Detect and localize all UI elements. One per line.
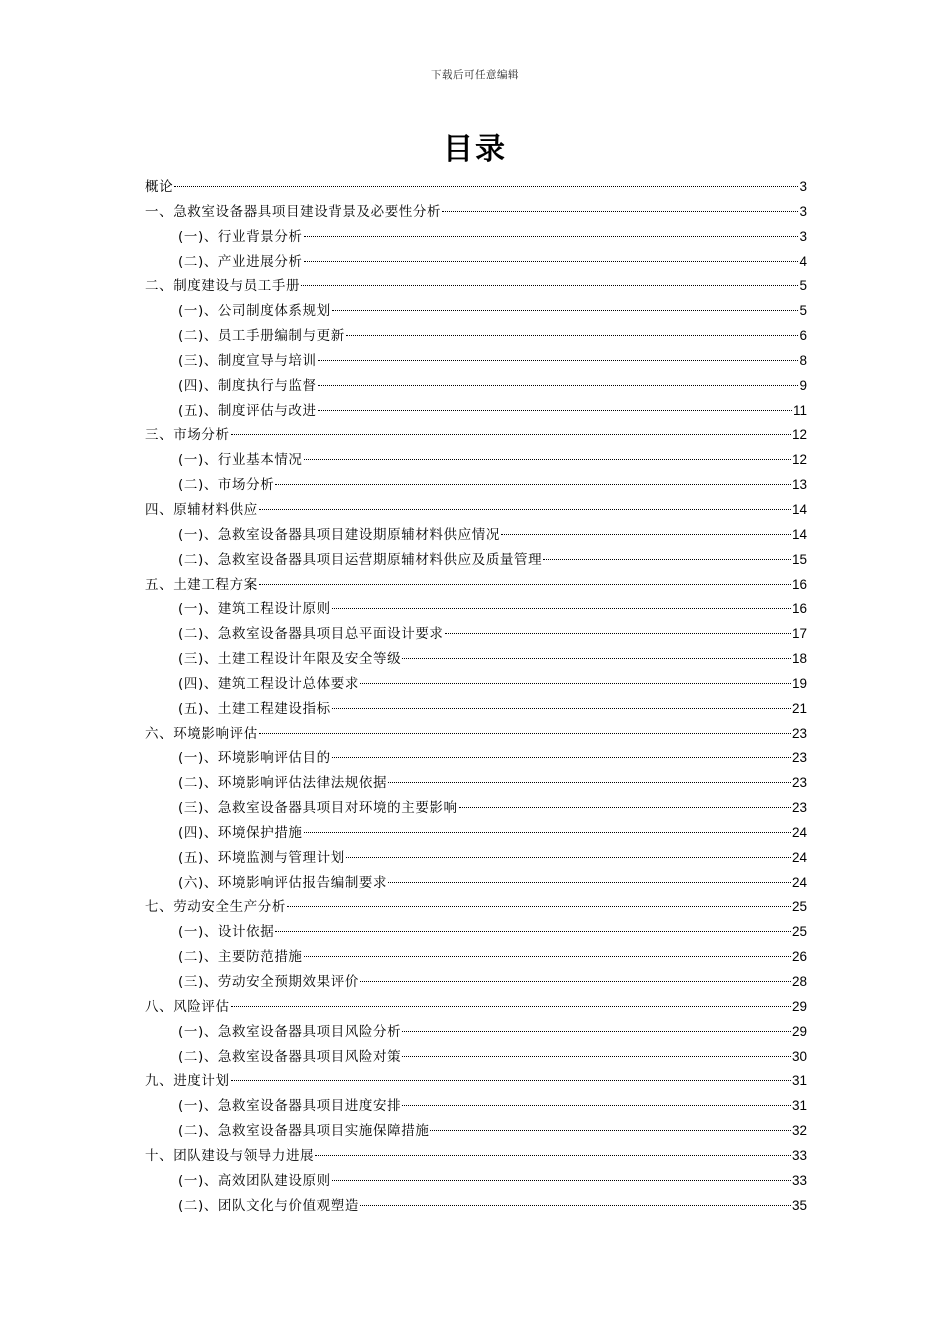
toc-page-number: 30: [791, 1048, 807, 1064]
toc-page-number: 23: [791, 725, 807, 741]
toc-dot-leader: [360, 1205, 791, 1206]
toc-dot-leader: [388, 782, 791, 783]
toc-dot-leader: [402, 658, 791, 659]
toc-entry-text: (一)、急救室设备器具项目进度安排: [178, 1098, 402, 1115]
toc-dot-leader: [402, 1105, 791, 1106]
toc-dot-leader: [332, 757, 791, 758]
toc-dot-leader: [402, 1056, 791, 1057]
toc-page-number: 31: [791, 1073, 807, 1089]
toc-dot-leader: [445, 633, 791, 634]
toc-entry-text: 七、劳动安全生产分析: [145, 899, 286, 916]
toc-dot-leader: [287, 906, 791, 907]
toc-dot-leader: [304, 236, 799, 237]
toc-dot-leader: [360, 981, 791, 982]
toc-entry-text: (四)、制度执行与监督: [178, 377, 317, 394]
toc-entry-text: (一)、高效团队建设原则: [178, 1172, 331, 1189]
toc-subsection-entry[interactable]: [145, 1194, 807, 1219]
toc-page-number: 29: [791, 1023, 807, 1039]
toc-subsection-entry[interactable]: [145, 299, 807, 324]
toc-subsection-entry[interactable]: [145, 597, 807, 622]
toc-subsection-entry[interactable]: [145, 1020, 807, 1045]
toc-subsection-entry[interactable]: [145, 647, 807, 672]
toc-page-number: 23: [791, 775, 807, 791]
toc-entry-text: (二)、急救室设备器具项目实施保障措施: [178, 1123, 430, 1140]
toc-entry-text: (二)、急救室设备器具项目总平面设计要求: [178, 626, 444, 643]
toc-title: 目录: [443, 132, 507, 167]
toc-page-number: 4: [799, 253, 807, 269]
toc-section-entry[interactable]: [145, 722, 807, 747]
toc-subsection-entry[interactable]: [145, 920, 807, 945]
toc-entry-text: 三、市场分析: [145, 427, 230, 444]
toc-page-number: 23: [791, 800, 807, 816]
toc-page-number: 21: [791, 700, 807, 716]
toc-dot-leader: [332, 1180, 791, 1181]
toc-section-entry[interactable]: [145, 573, 807, 598]
toc-entry-text: (一)、设计依据: [178, 924, 275, 941]
toc-page-number: 8: [799, 352, 807, 368]
toc-page-number: 28: [791, 974, 807, 989]
toc-dot-leader: [501, 534, 791, 535]
toc-entry-text: (一)、急救室设备器具项目风险分析: [178, 1023, 402, 1040]
toc-page-number: 32: [791, 1123, 807, 1139]
toc-section-entry[interactable]: [145, 1144, 807, 1169]
toc-subsection-entry[interactable]: [145, 548, 807, 573]
toc-page-number: 35: [791, 1197, 807, 1213]
toc-page-number: 5: [799, 303, 807, 319]
toc-page-number: 25: [791, 899, 807, 915]
toc-page-number: 24: [791, 824, 807, 840]
toc-subsection-entry[interactable]: [145, 523, 807, 548]
toc-page-number: 33: [791, 1147, 807, 1163]
toc-dot-leader: [259, 509, 791, 510]
toc-entry-text: (三)、劳动安全预期效果评价: [178, 974, 359, 990]
toc-entry-text: 五、土建工程方案: [145, 576, 258, 593]
toc-subsection-entry[interactable]: [145, 871, 807, 896]
toc-dot-leader: [388, 882, 791, 883]
toc-page-number: 9: [799, 377, 807, 393]
toc-entry-text: (二)、产业进展分析: [178, 253, 303, 270]
toc-page-number: 31: [791, 1098, 807, 1114]
toc-dot-leader: [275, 931, 791, 932]
toc-page-number: 24: [791, 874, 807, 890]
toc-entry-text: (二)、急救室设备器具项目运营期原辅材料供应及质量管理: [178, 551, 543, 568]
toc-subsection-entry[interactable]: [145, 399, 807, 424]
toc-subsection-entry[interactable]: [145, 473, 807, 498]
toc-entry-text: (五)、制度评估与改进: [178, 402, 317, 419]
toc-section-entry[interactable]: [145, 200, 807, 225]
toc-page-number: 25: [791, 924, 807, 940]
toc-page-number: 19: [791, 675, 807, 691]
toc-dot-leader: [332, 708, 791, 709]
toc-page-number: 3: [799, 228, 807, 244]
toc-dot-leader: [275, 484, 791, 485]
toc-entry-text: (二)、环境影响评估法律法规依据: [178, 775, 388, 792]
toc-subsection-entry[interactable]: [145, 821, 807, 846]
toc-entry-text: 概论: [145, 179, 174, 195]
toc-dot-leader: [301, 285, 798, 286]
toc-dot-leader: [304, 459, 791, 460]
toc-dot-leader: [231, 434, 791, 435]
header-note: 下载后可任意编辑: [431, 69, 519, 81]
toc-page-number: 18: [791, 651, 807, 667]
toc-entry-text: 四、原辅材料供应: [145, 501, 258, 518]
toc-subsection-entry[interactable]: [145, 771, 807, 796]
toc-section-entry[interactable]: [145, 895, 807, 920]
toc-page-number: 11: [792, 402, 807, 418]
toc-entry-text: (二)、主要防范措施: [178, 949, 303, 966]
toc-subsection-entry[interactable]: [145, 697, 807, 722]
toc-entry-text: 九、进度计划: [145, 1073, 230, 1090]
toc-subsection-entry[interactable]: [145, 945, 807, 970]
toc-entry-text: (二)、市场分析: [178, 477, 275, 494]
toc-subsection-entry[interactable]: [145, 970, 807, 995]
toc-page-number: 14: [791, 526, 807, 542]
toc-section-entry[interactable]: [145, 1069, 807, 1094]
toc-dot-leader: [318, 360, 799, 361]
toc-subsection-entry[interactable]: [145, 1169, 807, 1194]
toc-entry-text: (一)、建筑工程设计原则: [178, 601, 331, 618]
toc-dot-leader: [332, 608, 791, 609]
toc-section-entry[interactable]: [145, 274, 807, 299]
toc-entry-text: (三)、急救室设备器具项目对环境的主要影响: [178, 800, 458, 817]
toc-dot-leader: [304, 261, 799, 262]
toc-section-entry[interactable]: [145, 995, 807, 1020]
toc-subsection-entry[interactable]: [145, 250, 807, 275]
toc-entry-text: (二)、团队文化与价值观塑造: [178, 1197, 359, 1214]
toc-page-number: 3: [799, 203, 807, 219]
toc-subsection-entry[interactable]: [145, 672, 807, 697]
toc-page-number: 26: [791, 949, 807, 965]
toc-page-number: 29: [791, 998, 807, 1014]
toc-page-number: 6: [799, 328, 807, 344]
toc-dot-leader: [332, 310, 799, 311]
toc-page-number: 12: [791, 427, 807, 443]
toc-dot-leader: [318, 410, 792, 411]
toc-entry-text: (四)、环境保护措施: [178, 824, 303, 841]
toc-entry-text: 十、团队建设与领导力进展: [145, 1147, 315, 1164]
toc-subsection-entry[interactable]: [145, 225, 807, 250]
toc-dot-leader: [231, 1006, 791, 1007]
toc-page-number: 15: [791, 551, 807, 567]
toc-entry-text: 六、环境影响评估: [145, 725, 258, 742]
toc-entry-text: (一)、环境影响评估目的: [178, 750, 331, 767]
toc-dot-leader: [360, 683, 791, 684]
toc-subsection-entry[interactable]: [145, 1045, 807, 1070]
toc-page-number: 3: [799, 179, 807, 194]
table-of-contents: [145, 175, 807, 1218]
toc-page-number: 16: [791, 576, 807, 592]
toc-page-number: 33: [791, 1172, 807, 1188]
toc-dot-leader: [543, 559, 791, 560]
toc-dot-leader: [259, 733, 791, 734]
toc-entry-text: (三)、制度宣导与培训: [178, 352, 317, 369]
toc-subsection-entry[interactable]: [145, 746, 807, 771]
toc-page-number: 16: [791, 601, 807, 617]
toc-subsection-entry[interactable]: [145, 1119, 807, 1144]
toc-entry-text: (一)、行业背景分析: [178, 228, 303, 245]
toc-entry-text: 二、制度建设与员工手册: [145, 278, 301, 295]
toc-entry-text: (二)、员工手册编制与更新: [178, 328, 345, 345]
toc-dot-leader: [346, 857, 791, 858]
toc-dot-leader: [459, 807, 791, 808]
toc-entry-text: (一)、公司制度体系规划: [178, 303, 331, 320]
toc-entry-text: (五)、环境监测与管理计划: [178, 849, 345, 866]
toc-subsection-entry[interactable]: [145, 374, 807, 399]
toc-dot-leader: [231, 1080, 791, 1081]
toc-entry-text: (一)、急救室设备器具项目建设期原辅材料供应情况: [178, 526, 500, 543]
toc-entry-text: (一)、行业基本情况: [178, 452, 303, 469]
toc-entry-text: 八、风险评估: [145, 998, 230, 1015]
toc-dot-leader: [304, 832, 791, 833]
toc-page-number: 24: [791, 849, 807, 865]
toc-page-number: 23: [791, 750, 807, 766]
toc-subsection-entry[interactable]: [145, 796, 807, 821]
toc-section-entry[interactable]: [145, 423, 807, 448]
toc-subsection-entry[interactable]: [145, 1094, 807, 1119]
toc-entry-text: (五)、土建工程建设指标: [178, 700, 331, 717]
toc-entry-text: (三)、土建工程设计年限及安全等级: [178, 651, 402, 668]
toc-entry-text: (二)、急救室设备器具项目风险对策: [178, 1048, 402, 1065]
toc-subsection-entry[interactable]: [145, 349, 807, 374]
toc-section-entry[interactable]: [145, 498, 807, 523]
toc-dot-leader: [318, 385, 799, 386]
toc-dot-leader: [402, 1031, 791, 1032]
toc-page-number: 5: [799, 278, 807, 294]
toc-entry-text: (六)、环境影响评估报告编制要求: [178, 874, 388, 891]
toc-subsection-entry[interactable]: [145, 622, 807, 647]
toc-entry-text: (四)、建筑工程设计总体要求: [178, 675, 359, 692]
toc-entry-text: 一、急救室设备器具项目建设背景及必要性分析: [145, 203, 442, 220]
toc-dot-leader: [259, 584, 791, 585]
toc-page-number: 17: [791, 626, 807, 642]
toc-dot-leader: [304, 956, 791, 957]
toc-subsection-entry[interactable]: [145, 324, 807, 349]
toc-subsection-entry[interactable]: [145, 846, 807, 871]
toc-dot-leader: [346, 335, 799, 336]
toc-page-number: 14: [791, 501, 807, 517]
toc-subsection-entry[interactable]: [145, 448, 807, 473]
toc-section-entry[interactable]: [145, 175, 807, 200]
toc-page-number: 13: [791, 477, 807, 493]
toc-dot-leader: [442, 211, 798, 212]
toc-dot-leader: [315, 1155, 791, 1156]
toc-dot-leader: [430, 1130, 791, 1131]
toc-dot-leader: [174, 186, 798, 187]
toc-page-number: 12: [791, 452, 807, 468]
